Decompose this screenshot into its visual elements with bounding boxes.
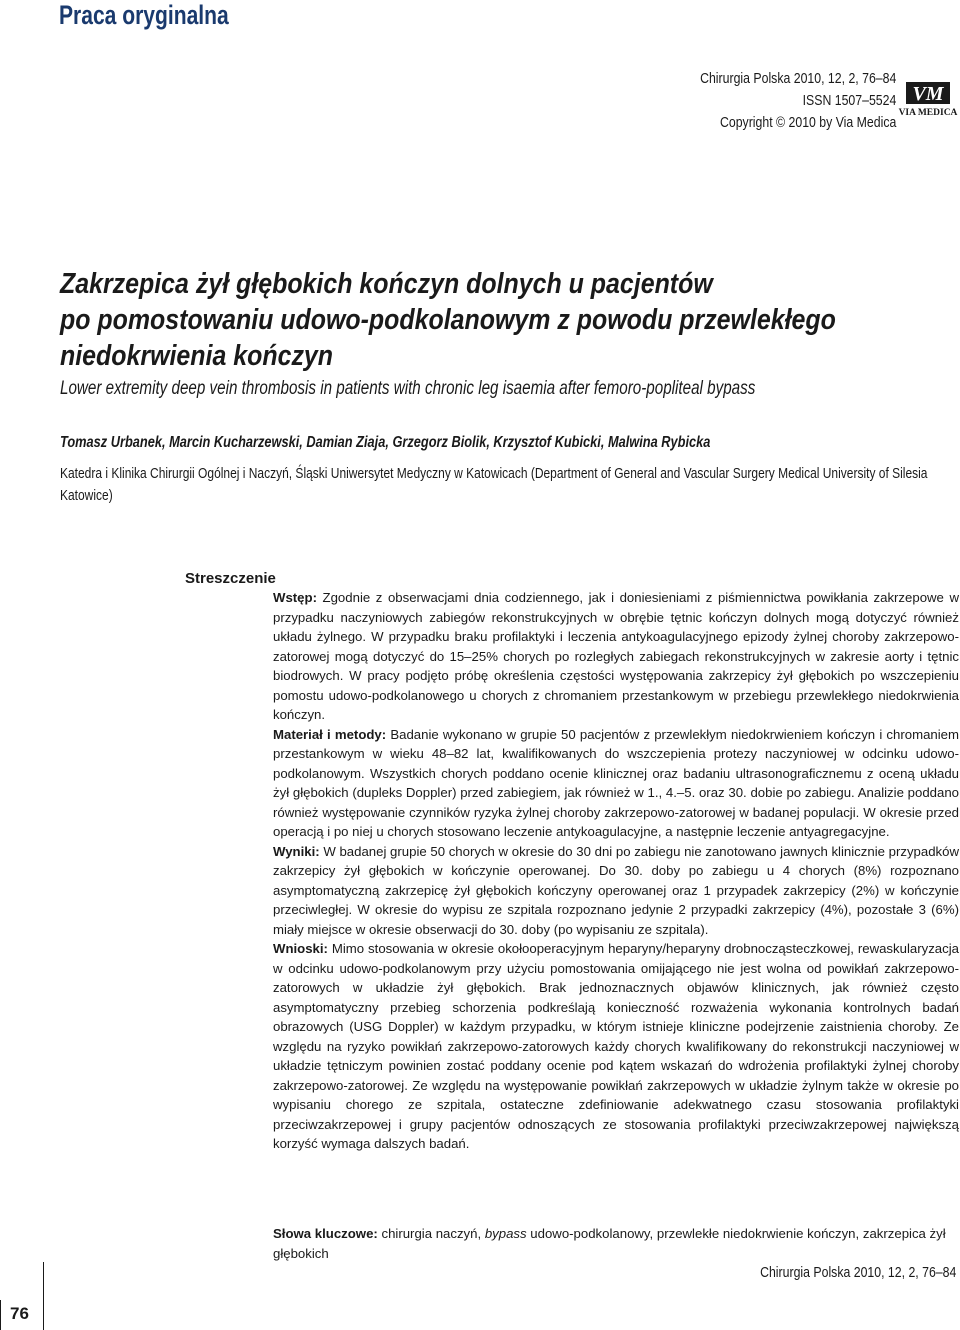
- conclusions-text: Mimo stosowania w okresie okołooperacyjnym heparyny/heparyny drobnocząsteczkowej, rewaskularyzacja w odcinku udowo-podkolanowym przy użyciu pomostowania omijającego nie jest wolna od powikłań zakrzepowo-zatorowych w układzie żył głębokich. Brak jednoznacznych objawów klinicznych, jak również często asymptomatyczny przebieg schorzenia podkreślają konieczność rozważenia wykonania kontrolnych badań obrazowych (USG Doppler) w każdym przypadku, w którym istnieje kliniczne podejrzenie zaistnienia choroby. Ze względu na ryzyko powikłań zakrzepowo-zatorowych każdy chorych kwalifikowany do rekonstrukcji naczyniowej w układzie tętniczym powinien zostać poddany ocenie pod kątem wskazań do wdrożenia profilaktyki żylnej choroby zakrzepowo-zatorowej. Ze względu na występowanie powikłań zakrzepowych w układzie żylnym także w okresie po wypisaniu chorego ze szpitala, ostateczne zdefiniowanie adekwatnego czasu stosowania profilaktyki przeciwzakrzepowej i grupy pacjentów odnoszących ze stosowania profilaktyki przeciwzakrzepowej największą korzyść wymaga dalszych badań.: [273, 941, 959, 1151]
- title-line: Zakrzepica żył głębokich kończyn dolnych u pacjentów: [60, 268, 713, 300]
- keywords-italic: bypass: [484, 1226, 527, 1241]
- via-medica-logo: [896, 80, 960, 120]
- abstract-methods: [273, 725, 959, 842]
- affiliation: Katedra i Klinika Chirurgii Ogólnej i Naczyń, Śląski Uniwersytet Medyczny w Katowicach (Department of General and Vascular Surgery Medical University of Silesia Katowice): [60, 465, 928, 504]
- abstract-heading: Streszczenie: [185, 570, 276, 587]
- conclusions-label: Wnioski:: [273, 941, 328, 956]
- intro-text: Zgodnie z obserwacjami dnia codziennego, jak i doniesieniami z piśmiennictwa powikłania zakrzepowe w przypadku naczyniowych zabiegów rekonstrukcyjnych w obrębie tętnic kończyn dolnych mogą dotyczyć również układu żylnego. W przypadku braku profilaktyki i leczenia antykoagulacyjnego epizody żylnej choroby zakrzepowo-zatorowej mogą dotyczyć do 15–25% chorych po rozległych zabiegach rekonstrukcyjnych w zakresie aorty i tętnic biodrowych. W pracy podjęto próbę określenia częstości występowania zakrzepicy żył głębokich po wszczepieniu pomostu udowo-podkolanowego u chorych z chromaniem przestankowym w przebiegu przewlekłego niedokrwienia kończyn.: [273, 590, 959, 722]
- logo-mark: VM: [912, 83, 944, 105]
- keywords: [273, 1224, 959, 1263]
- keywords-part2: udowo-podkolanowy, przewlekłe niedokrwienie kończyn, zakrzepica żył głębokich: [273, 1226, 946, 1261]
- section-label: Praca oryginalna: [59, 0, 229, 30]
- logo-text: VIA MEDICA: [898, 108, 958, 118]
- abstract-body: [273, 588, 959, 1154]
- authors: Tomasz Urbanek, Marcin Kucharzewski, Damian Ziaja, Grzegorz Biolik, Krzysztof Kubicki, Malwina Rybicka: [60, 434, 711, 451]
- results-text: W badanej grupie 50 chorych w okresie do 30 dni po zabiegu nie zanotowano jawnych klinicznie przypadków zakrzepicy żył głębokich w kończynie operowanej. Do 30. doby po zabiegu u 4 chorych (8%) rozpoznano asymptomatyczną zakrzepicę żył głębokich kończyny operowanej oraz 1 przypadek zakrzepicy (2%) w kończynie przeciwległej. W okresie do wypisu ze szpitala rozpoznano jedynie 2 przypadki zakrzepicy (4%), pozostałe 3 (6%) miały miejsce w okresie obserwacji do 30. doby (po wypisaniu ze szpitala).: [273, 843, 959, 937]
- methods-label: Materiał i metody:: [273, 726, 387, 742]
- methods-text: Badanie wykonano w grupie 50 pacjentów z przewlekłym niedokrwieniem kończyn i chromaniem przestankowym w wieku 48–82 lat, kwalifikowanych do wszczepienia protezy naczyniowej w odcinku udowo-podkolanowym. Wszystkich chorych poddano ocenie klinicznej oraz badaniu ultrasonograficznemu z oceną układu żył głębokich (dupleks Doppler) przed zabiegiem, jak również w 1., 4.–5. oraz 30. dobie po zabiegu. Analizie poddano również występowanie czynników ryzyka żylnej choroby zakrzepowo-zatorowej w badanej populacji. W okresie przed operacją i po niej u chorych stosowano leczenie antykoagulacyjne, a następnie leczenie antyagregacyjne.: [273, 726, 959, 839]
- title-line: niedokrwienia kończyn: [60, 340, 334, 372]
- page-number-rule: [43, 1262, 44, 1330]
- abstract-conclusions: [273, 939, 959, 1154]
- margin-rule: [0, 1300, 1, 1330]
- keywords-part1: chirurgia naczyń,: [381, 1226, 482, 1241]
- intro-label: Wstęp:: [273, 590, 317, 605]
- results-label: Wyniki:: [273, 843, 320, 859]
- journal-citation: Chirurgia Polska 2010, 12, 2, 76–84: [699, 70, 896, 87]
- journal-citation-block: [657, 68, 896, 134]
- journal-issn: ISSN 1507–5524: [802, 92, 896, 109]
- abstract-results: [273, 842, 959, 940]
- page-number: 76: [10, 1304, 29, 1323]
- keywords-label: Słowa kluczowe:: [273, 1226, 378, 1241]
- footer-journal-citation: Chirurgia Polska 2010, 12, 2, 76–84: [759, 1264, 956, 1281]
- english-title: Lower extremity deep vein thrombosis in patients with chronic leg isaemia after femoro-popliteal bypass: [60, 378, 756, 399]
- abstract-intro: [273, 588, 959, 725]
- journal-copyright: Copyright © 2010 by Via Medica: [719, 114, 896, 131]
- article-title: [60, 266, 960, 374]
- title-line: po pomostowaniu udowo-podkolanowym z powodu przewlekłego: [60, 304, 836, 336]
